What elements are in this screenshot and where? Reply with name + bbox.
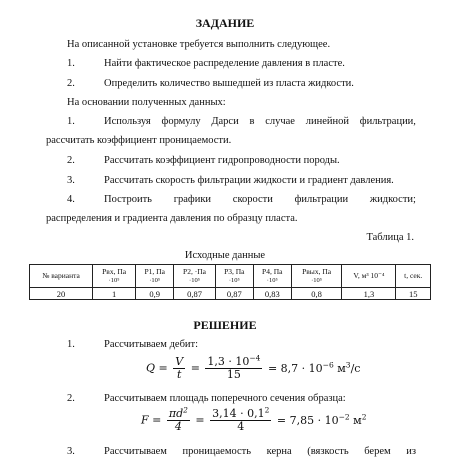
source-data-table (29, 264, 431, 300)
table-cell: 15 (396, 288, 431, 300)
word: из (406, 446, 416, 457)
based-on-text: На основании полученных данных: (67, 97, 226, 108)
table-cell: 0,8 (291, 288, 342, 300)
table-header-cell: P3, Па ·10⁵ (215, 265, 253, 288)
table-header-cell: P1, Па ·10⁵ (136, 265, 174, 288)
word: графики (173, 194, 212, 205)
analysis-item-number: 3. (67, 175, 75, 186)
table-cell: 0,87 (215, 288, 253, 300)
table-row (30, 288, 431, 300)
table-cell: 20 (30, 288, 93, 300)
solution-heading: РЕШЕНИЕ (193, 318, 257, 332)
word: случае (265, 116, 295, 127)
analysis-item-text: Рассчитать скорость фильтрации жидкости и градиент давления. (104, 175, 394, 186)
task-item-text: Найти фактическое распределение давления в пласте. (104, 58, 345, 69)
task-heading: ЗАДАНИЕ (195, 16, 255, 30)
table-header-cell: P2, ·Па ·10⁵ (174, 265, 216, 288)
analysis-item-continuation: распределения и градиента давления по образцу пласта. (46, 213, 298, 224)
word: Рассчитываем (104, 446, 167, 457)
analysis-item-line (104, 194, 416, 205)
word: Построить (104, 194, 152, 205)
cross-section-area-formula: F = $\frac{\pi d^2}{4}$ = $\frac{3,14 \cdot 0,1^2}{4}$ = $7,85 \cdot 10^{-2}$ $м^2$ (141, 405, 367, 433)
word: берем (364, 446, 391, 457)
word: Дарси (211, 116, 239, 127)
table-cell: 1 (93, 288, 136, 300)
analysis-item-text: Рассчитать коэффициент гидропроводности породы. (104, 155, 340, 166)
solution-item-text: Рассчитываем площадь поперечного сечения образца: (104, 393, 346, 404)
solution-item-line (104, 446, 416, 457)
table-label: Таблица 1. (366, 232, 414, 243)
task-item-number: 1. (67, 58, 75, 69)
word: скорости (232, 194, 273, 205)
word: фильтрации (294, 194, 349, 205)
flow-rate-formula: Q = $\frac{V}{t}$ = $\frac{1,3 \cdot 10^{-4}}{15}$ = $8,7 \cdot 10^{-6}$ $м^3/с$ (146, 353, 361, 381)
task-item-text: Определить количество вышедшей из пласта жидкости. (104, 78, 354, 89)
word: керна (266, 446, 292, 457)
analysis-item-number: 2. (67, 155, 75, 166)
word: жидкости; (369, 194, 416, 205)
table-header-cell: V, м³ 10⁻⁴ (342, 265, 396, 288)
table-cell: 1,3 (342, 288, 396, 300)
word: в (249, 116, 255, 127)
analysis-item-continuation: рассчитать коэффициент проницаемости. (46, 135, 232, 146)
table-header-cell: t, сек. (396, 265, 431, 288)
analysis-item-number: 4. (67, 194, 75, 205)
word: формулу (161, 116, 201, 127)
table-header-cell: Pвых, Па ·10⁵ (291, 265, 342, 288)
table-header-row (30, 265, 431, 288)
analysis-item-line (104, 116, 416, 127)
solution-item-number: 2. (67, 393, 75, 404)
table-cell: 0,87 (174, 288, 216, 300)
table-header-cell: Pвх, Па ·10⁵ (93, 265, 136, 288)
solution-item-number: 3. (67, 446, 75, 457)
word: линейной (305, 116, 349, 127)
solution-item-number: 1. (67, 339, 75, 350)
word: Используя (104, 116, 151, 127)
table-header-cell: № варианта (30, 265, 93, 288)
word: (вязкость (307, 446, 349, 457)
table-header-cell: P4, Па ·10⁵ (253, 265, 291, 288)
table-cell: 0,9 (136, 288, 174, 300)
analysis-item-number: 1. (67, 116, 75, 127)
task-item-number: 2. (67, 78, 75, 89)
word: фильтрации, (359, 116, 416, 127)
solution-item-text: Рассчитываем дебит: (104, 339, 199, 350)
word: проницаемость (182, 446, 252, 457)
table-cell: 0,83 (253, 288, 291, 300)
intro-text: На описанной установке требуется выполнить следующее. (67, 39, 331, 50)
table-title: Исходные данные (184, 250, 266, 261)
